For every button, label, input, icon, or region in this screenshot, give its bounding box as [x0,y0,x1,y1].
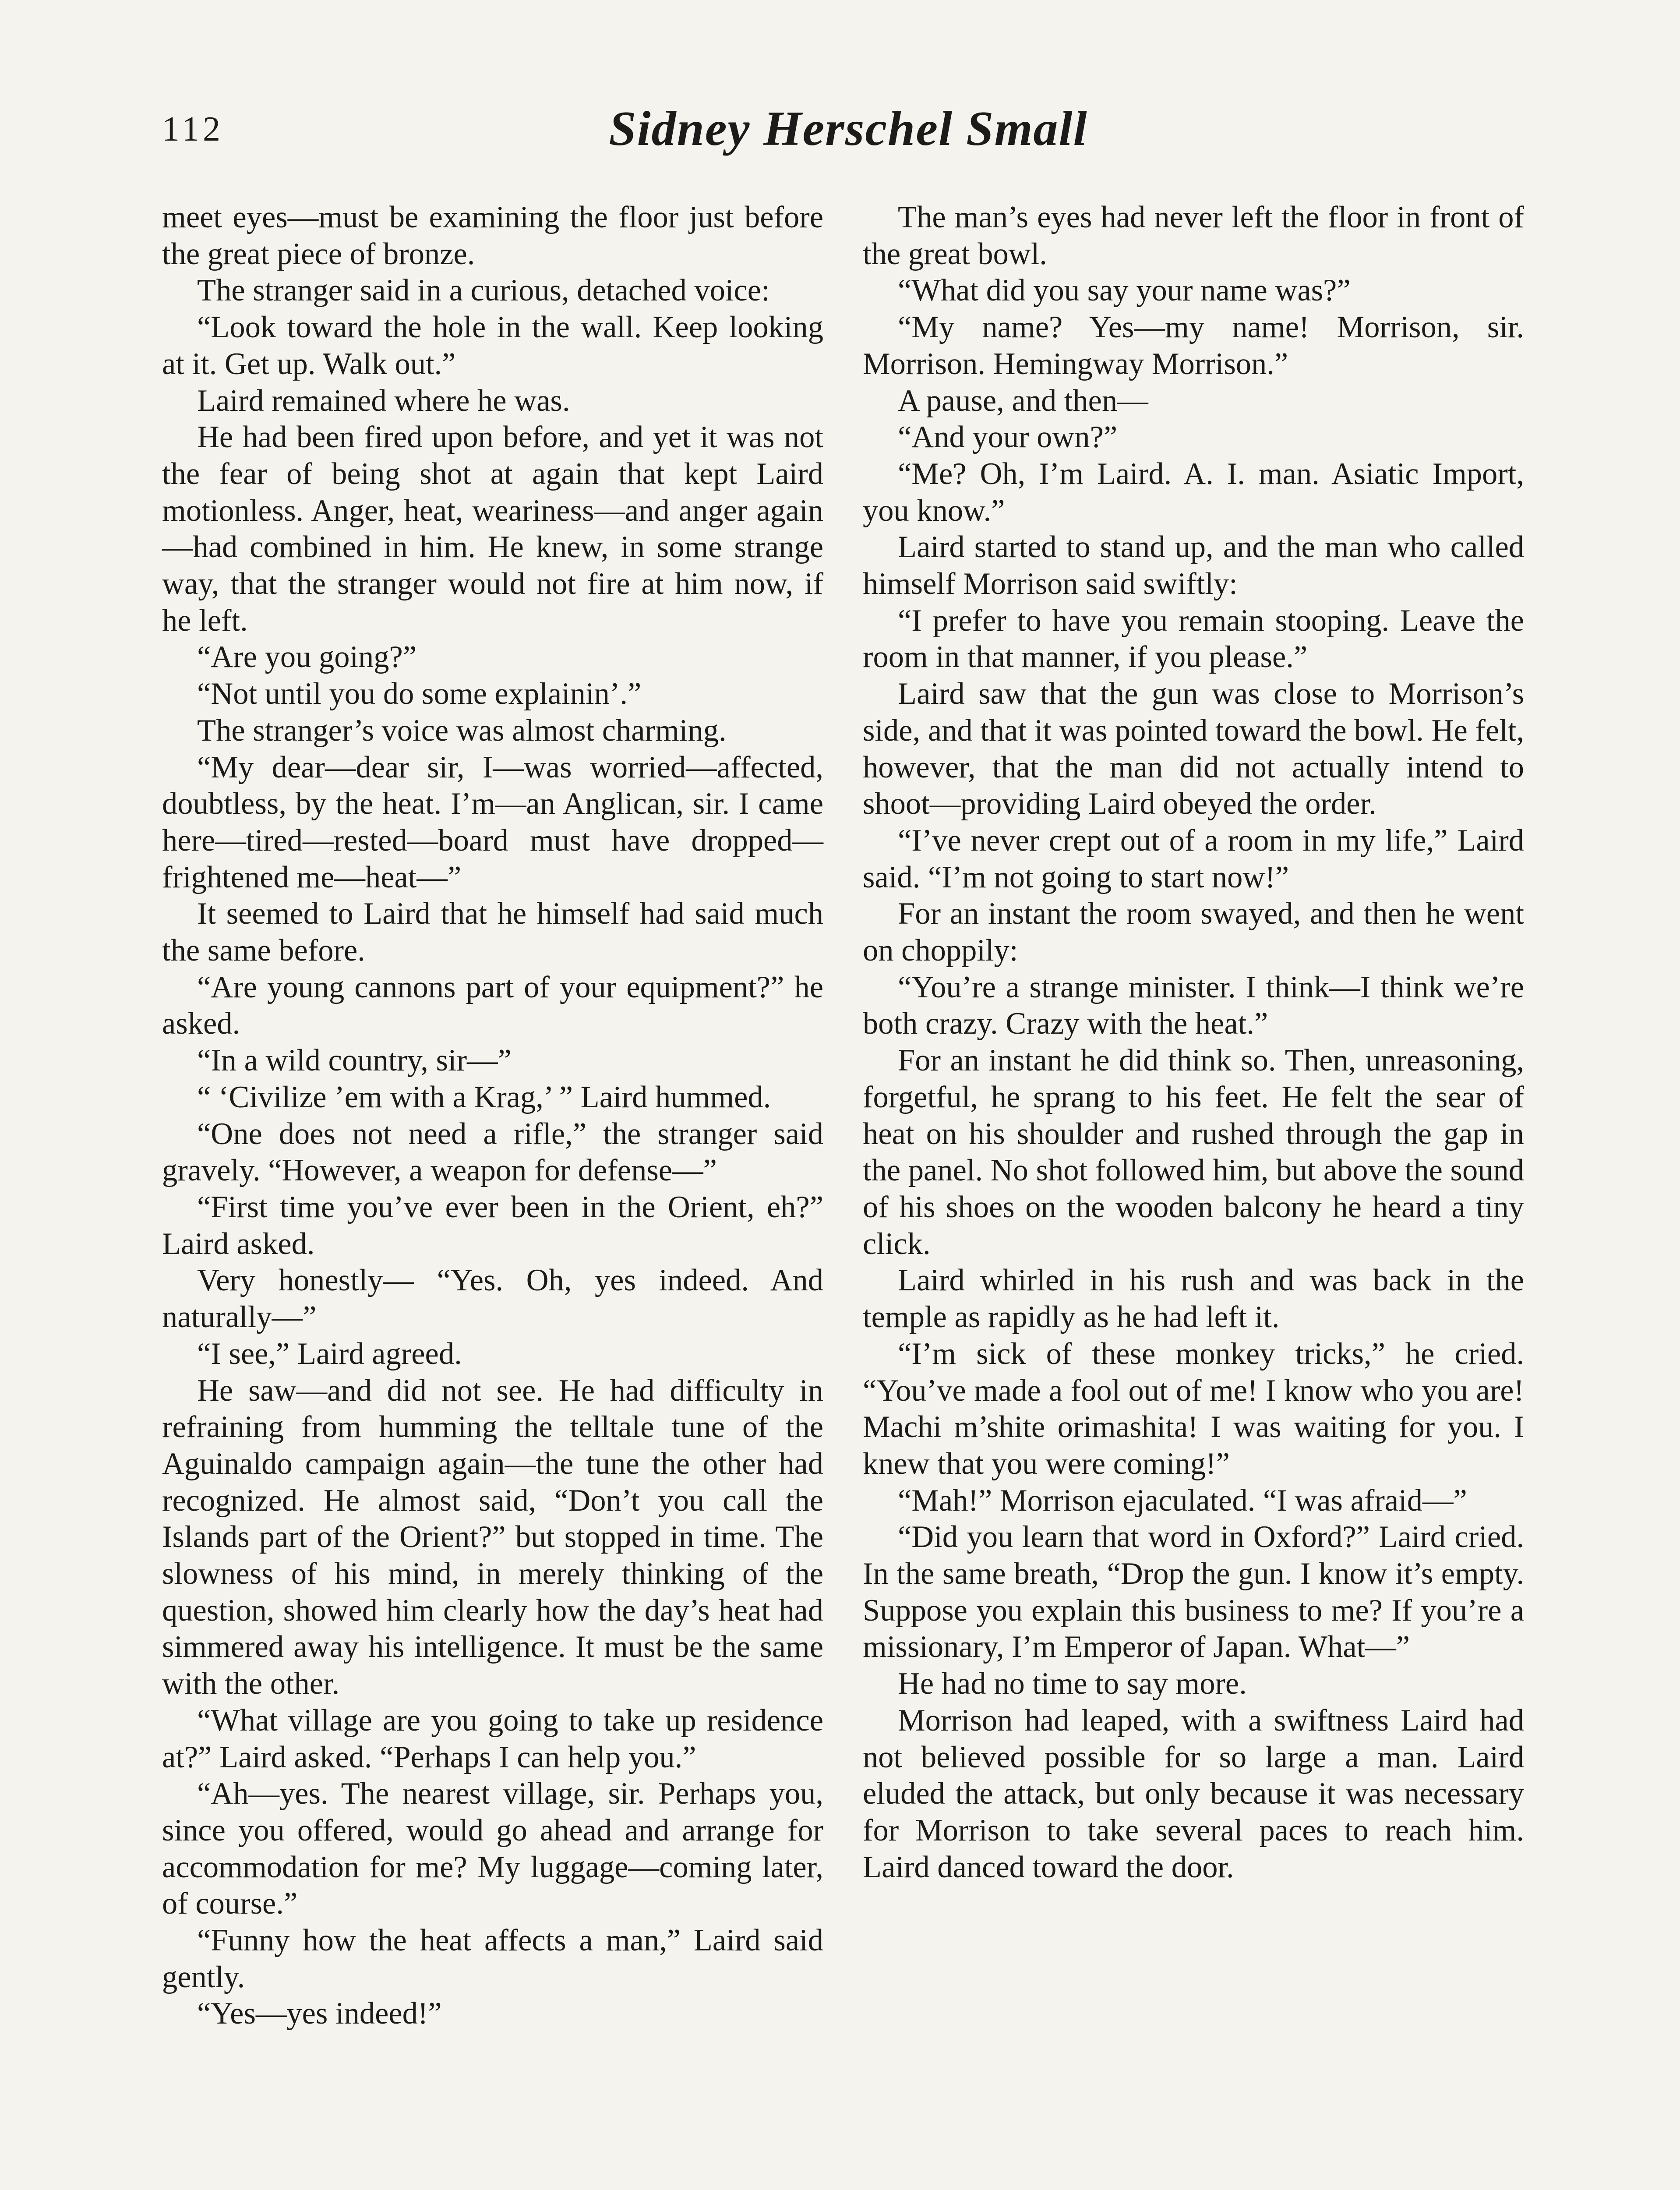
paragraph: A pause, and then— [898,383,1148,418]
running-title: Sidney Herschel Small [609,102,1088,156]
page-header [162,101,1535,166]
paragraph: “I see,” Laird agreed. [197,1336,462,1371]
paragraph: Laird saw that the gun was close to Morrison’s side, and that it was pointed toward the bowl. He felt, however, that the man did not actually intend to shoot—providing Laird obeyed the order. [863,677,1524,821]
paragraph: Laird whirled in his rush and was back in the temple as rapidly as he had left it. [863,1263,1524,1335]
paragraph: The man’s eyes had never left the floor in front of the great bowl. [863,200,1524,271]
paragraph: “Funny how the heat affects a man,” Laird said gently. [162,1923,823,1994]
paragraph: Very honestly— “Yes. Oh, yes indeed. And naturally—” [162,1263,823,1335]
paragraph: “Look toward the hole in the wall. Keep looking at it. Get up. Walk out.” [162,310,823,381]
paragraph: “I prefer to have you remain stooping. Leave the room in that manner, if you please.” [863,603,1524,675]
paragraph: “Me? Oh, I’m Laird. A. I. man. Asiatic Import, you know.” [863,456,1524,528]
paragraph: It seemed to Laird that he himself had said much the same before. [162,897,823,968]
paragraph: “I’m sick of these monkey tricks,” he cried. “You’ve made a fool out of me! I know who you are! Machi m’shite orimashita! I was waiting for you. I knew that you were coming!” [863,1336,1524,1481]
paragraph: “I’ve never crept out of a room in my life,” Laird said. “I’m not going to start now!” [863,823,1524,894]
paragraph: He saw—and did not see. He had difficulty in refraining from humming the telltale tune of the Aguinaldo campaign again—the tune the other had recognized. He almost said, “Don’t you call the Islands part of the Orient?” but stopped in time. The slowness of his mind, in merely thinking of the question, showed him clearly how the day’s heat had simmered away his intelligence. It must be the same with the other. [162,1373,823,1701]
paragraph: Laird started to stand up, and the man who called himself Morrison said swiftly: [863,530,1524,601]
paragraph: For an instant he did think so. Then, unreasoning, forgetful, he sprang to his feet. He felt the sear of heat on his shoulder and rushed through the gap in the panel. No shot followed him, but above the sound of his shoes on the wooden balcony he heard a tiny click. [863,1043,1524,1261]
paragraph: “ ‘Civilize ’em with a Krag,’ ” Laird hummed. [197,1080,771,1114]
text-columns [162,199,1535,2190]
paragraph: The stranger’s voice was almost charming. [197,713,727,748]
paragraph: Laird remained where he was. [197,383,570,418]
paragraph: “In a wild country, sir—” [197,1043,512,1078]
paragraph: Morrison had leaped, with a swiftness Laird had not believed possible for so large a man. Laird eluded the attack, but only because it was necessary for Morrison to take several paces to reach him. Laird danced toward the door. [863,1703,1524,1884]
paragraph: The stranger said in a curious, detached voice: [197,273,770,308]
paragraph: “Did you learn that word in Oxford?” Laird cried. In the same breath, “Drop the gun. I know it’s empty. Suppose you explain this business to me? If you’re a missionary, I’m Emperor of Japan. What—” [863,1520,1524,1664]
paragraph: “Are young cannons part of your equipment?” he asked. [162,970,823,1041]
paragraph: “Ah—yes. The nearest village, sir. Perhaps you, since you offered, would go ahead and arrange for accommodation for me? My luggage—coming later, of course.” [162,1777,823,1921]
paragraph: “One does not need a rifle,” the stranger said gravely. “However, a weapon for defense—” [162,1116,823,1188]
paragraph: “Yes—yes indeed!” [197,1996,442,2031]
right-column [863,199,1524,1886]
paragraph: For an instant the room swayed, and then he went on choppily: [863,897,1524,968]
paragraph: He had no time to say more. [898,1667,1247,1701]
paragraph: “My name? Yes—my name! Morrison, sir. Morrison. Hemingway Morrison.” [863,310,1524,381]
left-column [162,199,823,2032]
paragraph: “Not until you do some explainin’.” [197,677,642,711]
paragraph: He had been fired upon before, and yet it was not the fear of being shot at again that kept Laird motionless. Anger, heat, weariness—and anger again—had combined in him. He knew, in some strange way, that the stranger would not fire at him now, if he left. [162,420,823,638]
paragraph: meet eyes—must be examining the floor just before the great piece of bronze. [162,200,823,271]
paragraph: “What did you say your name was?” [898,273,1351,308]
paragraph: “First time you’ve ever been in the Orient, eh?” Laird asked. [162,1190,823,1261]
paragraph: “You’re a strange minister. I think—I think we’re both crazy. Crazy with the heat.” [863,970,1524,1041]
page-number: 112 [162,110,224,148]
paragraph: “What village are you going to take up residence at?” Laird asked. “Perhaps I can help you.” [162,1703,823,1774]
paragraph: “My dear—dear sir, I—was worried—affected, doubtless, by the heat. I’m—an Anglican, sir. I came here—tired—rested—board must have dropped—frightened me—heat—” [162,750,823,894]
paragraph: “Are you going?” [197,640,417,675]
paragraph: “Mah!” Morrison ejaculated. “I was afraid—” [898,1483,1467,1518]
paragraph: “And your own?” [898,420,1118,455]
